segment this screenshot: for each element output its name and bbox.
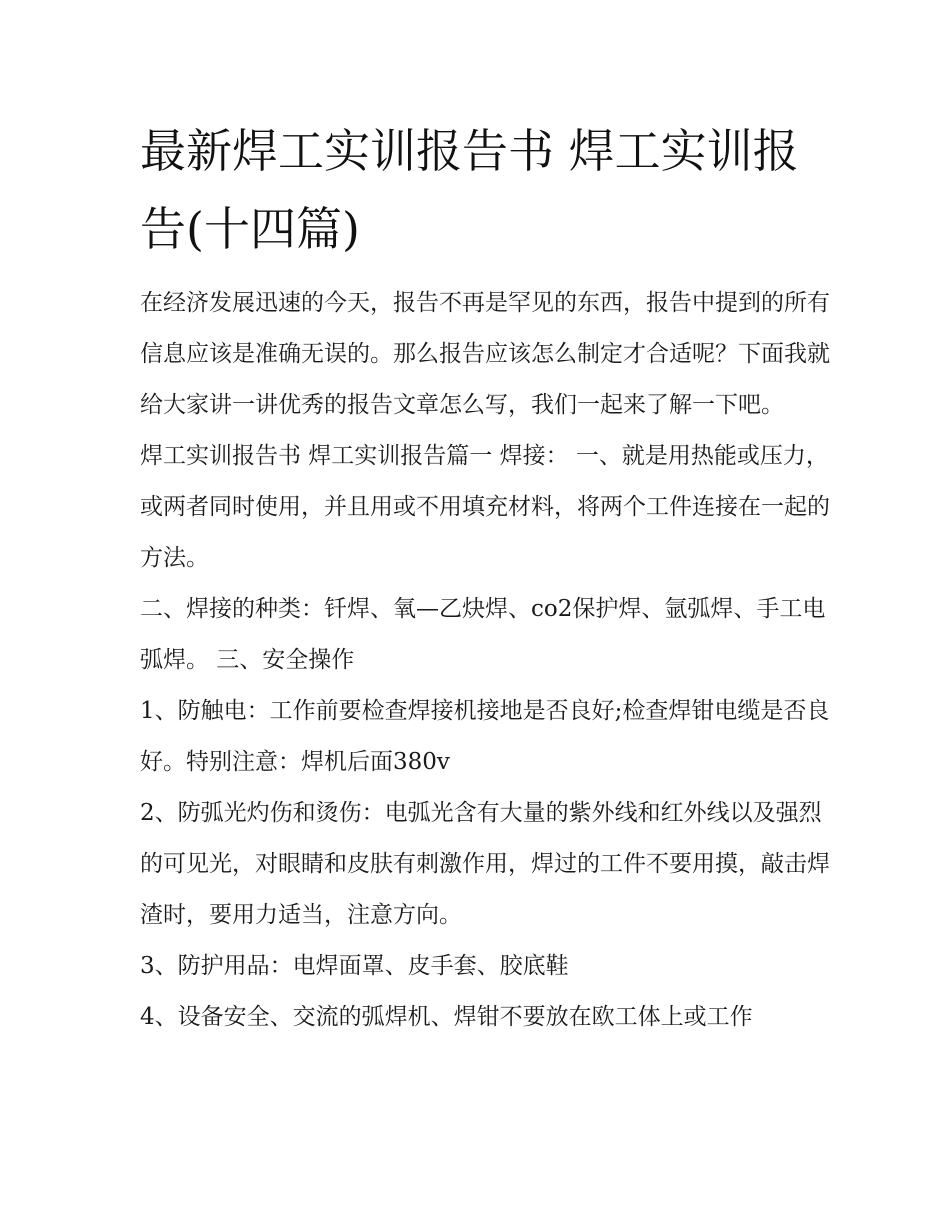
intro-paragraph: 在经济发展迅速的今天，报告不再是罕见的东西，报告中提到的所有信息应该是准确无误的。那么报告应该怎么制定才合适呢？下面我就给大家讲一讲优秀的报告文章怎么写，我们一起来了解一下吧。 — [140, 290, 830, 418]
paragraph-protective-gear: 3、防护用品：电焊面罩、皮手套、胶底鞋 — [140, 953, 569, 979]
paragraph-equipment-safety: 4、设备安全、交流的弧焊机、焊钳不要放在欧工体上或工作 — [140, 1004, 753, 1030]
paragraph-welding-definition: 焊工实训报告书 焊工实训报告篇一 焊接： 一、就是用热能或压力，或两者同时使用，并且用或不用填充材料，将两个工件连接在一起的方法。 — [140, 443, 830, 571]
paragraph-welding-types: 二、焊接的种类：钎焊、氧—乙炔焊、co2保护焊、氩弧焊、手工电弧焊。 三、安全操作 — [140, 596, 826, 673]
document-title: 最新焊工实训报告书 焊工实训报告(十四篇) — [140, 124, 799, 256]
document-body — [140, 112, 830, 1043]
paragraph-arc-burns: 2、防弧光灼伤和烫伤：电弧光含有大量的紫外线和红外线以及强烈的可见光，对眼睛和皮肤有刺激作用，焊过的工件不要用摸，敲击焊渣时，要用力适当，注意方向。 — [140, 800, 830, 928]
paragraph-electric-shock: 1、防触电：工作前要检查焊接机接地是否良好;检查焊钳电缆是否良好。特别注意：焊机后面380v — [140, 698, 830, 775]
